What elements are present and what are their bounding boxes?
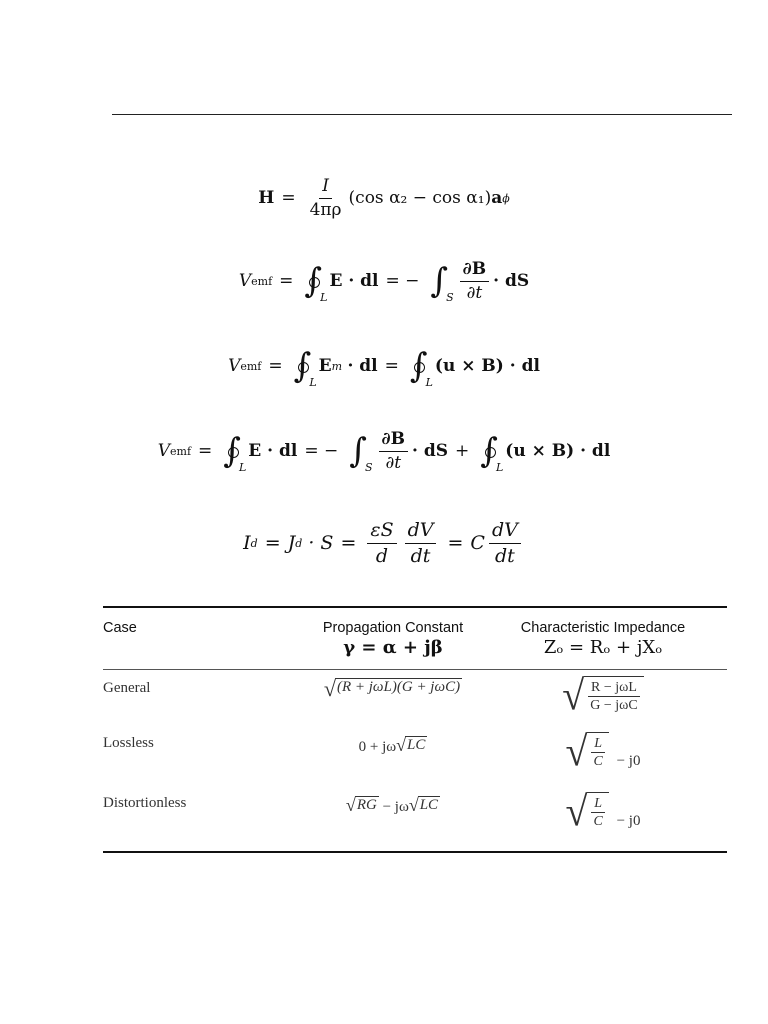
row-impedance: √ $\frac{L}{C}$ − j0 — [565, 727, 641, 776]
eq5-f2-den: dt — [410, 544, 431, 567]
eq5-f1-den: d — [375, 544, 389, 567]
eq5-fraction-2 — [405, 520, 437, 567]
eq2-term1: E · dl — [329, 271, 379, 291]
contour-integral: ∫ L — [223, 431, 247, 474]
eq5-c: C — [470, 532, 485, 554]
eq2-fraction — [460, 260, 489, 302]
eq2-lhs: V — [238, 271, 252, 291]
eq5-j: J — [287, 532, 296, 554]
lossless-imp-den: C — [593, 754, 603, 769]
contour-integral: ∫ L — [480, 431, 504, 474]
eq5-f3-den: dt — [494, 544, 515, 567]
equals-sign: = — [340, 532, 357, 554]
eq3-term1-rest: · dl — [347, 356, 378, 376]
eq3-term1-sub: m — [331, 359, 343, 373]
distortionless-imp-num: L — [591, 796, 605, 813]
equation-displacement-current — [0, 508, 768, 578]
equation-biot-savart-segment — [0, 168, 768, 228]
distortionless-prop-rad1: RG — [356, 797, 377, 813]
eq5-fraction-3 — [489, 520, 521, 567]
equals-sign: = — [279, 271, 294, 291]
header-propagation-label: Propagation Constant — [322, 620, 464, 636]
eq5-f2-num: dV — [405, 520, 437, 544]
eq4-fraction — [379, 430, 408, 472]
eq3-term1: E — [318, 356, 332, 376]
eq5-lhs-sub: d — [250, 536, 258, 550]
eq1-den: 4πρ — [309, 199, 342, 220]
row-impedance: √ $\frac{\text{R − jωL}}{\text{G − jωC}}$ — [503, 676, 703, 716]
eq5-f1-num: εS — [367, 520, 396, 544]
eq5-s: · S — [308, 532, 334, 554]
eq1-fraction — [307, 177, 345, 219]
eq2-den: ∂t — [466, 282, 483, 303]
equals-sign: = — [281, 188, 296, 208]
surface-integral: ∫ S — [430, 261, 454, 304]
header-impedance-label: Characteristic Impedance — [520, 620, 686, 636]
header-case: Case — [103, 620, 137, 636]
eq5-lhs: I — [243, 532, 251, 554]
row-case-label: Lossless — [103, 735, 154, 751]
header-impedance — [503, 620, 703, 658]
header-propagation-expr: γ = α + jβ — [343, 637, 443, 658]
eq4-den: ∂t — [385, 452, 402, 473]
equals-minus: = − — [385, 271, 420, 291]
contour-integral: ∫ L — [409, 346, 433, 389]
equals-sign: = — [447, 532, 464, 554]
header-propagation — [278, 620, 508, 658]
eq1-rest: (cos α₂ − cos α₁) — [348, 188, 492, 208]
header-impedance-expr: Zₒ = Rₒ + jXₒ — [543, 637, 663, 658]
lossless-imp-tail: − j0 — [616, 753, 641, 769]
plus-sign: + — [455, 441, 470, 461]
general-imp-num: R − jωL — [588, 680, 640, 697]
lossless-imp-num: L — [591, 736, 605, 753]
row-case-label: General — [103, 680, 151, 696]
row-propagation: √ (R + jωL)(G + jωC) — [323, 676, 461, 701]
eq5-f3-num: dV — [489, 520, 521, 544]
distortionless-imp-den: C — [593, 814, 603, 829]
eq5-fraction-1 — [367, 520, 396, 567]
eq4-term1: E · dl — [248, 441, 298, 461]
equals-sign: = — [384, 356, 399, 376]
contour-integral: ∫ L — [293, 346, 317, 389]
table-header — [103, 608, 727, 670]
row-impedance: √ $\frac{L}{C}$ − j0 — [565, 787, 641, 836]
general-prop-expr: (R + jωL)(G + jωC) — [335, 678, 462, 700]
transmission-line-table — [103, 606, 727, 853]
eq1-num: I — [319, 177, 332, 199]
eq1-vec-sub: ϕ — [502, 191, 510, 205]
eq2-num: ∂B — [460, 260, 489, 282]
equals-sign: = — [268, 356, 283, 376]
eq3-lhs-sub: emf — [240, 359, 262, 373]
surface-integral: ∫ S — [349, 431, 373, 474]
eq4-num: ∂B — [379, 430, 408, 452]
equals-sign: = — [264, 532, 281, 554]
eq4-lhs-sub: emf — [170, 444, 192, 458]
equation-total-emf — [0, 416, 768, 486]
eq3-lhs: V — [228, 356, 241, 376]
eq4-term2: · dS — [411, 441, 448, 461]
distortionless-imp-tail: − j0 — [616, 813, 641, 829]
contour-integral: ∫ L — [304, 261, 328, 304]
eq5-j-sub: d — [295, 536, 303, 550]
eq1-vec: a — [491, 188, 503, 208]
eq3-term2: (u × B) · dl — [434, 356, 540, 376]
row-propagation: 0 + jω √ LC — [358, 735, 426, 755]
equals-sign: = — [198, 441, 213, 461]
eq2-term2: · dS — [493, 271, 530, 291]
equation-transformer-emf — [0, 246, 768, 316]
general-imp-den: G − jωC — [590, 698, 638, 713]
row-case-label: Distortionless — [103, 795, 187, 811]
equals-minus: = − — [304, 441, 339, 461]
eq2-lhs-sub: emf — [251, 274, 273, 288]
eq4-lhs: V — [157, 441, 170, 461]
distortionless-prop-mid: − jω — [382, 799, 409, 815]
equation-motional-emf — [0, 336, 768, 396]
eq1-lhs: H — [258, 188, 275, 208]
row-propagation: √ RG − jω √ LC — [345, 795, 439, 815]
distortionless-prop-rad2: LC — [419, 797, 439, 813]
lossless-prop-rad: LC — [407, 737, 426, 753]
lossless-prop-pre: 0 + jω — [358, 739, 397, 755]
header-rule — [112, 114, 732, 115]
eq4-term3: (u × B) · dl — [505, 441, 611, 461]
